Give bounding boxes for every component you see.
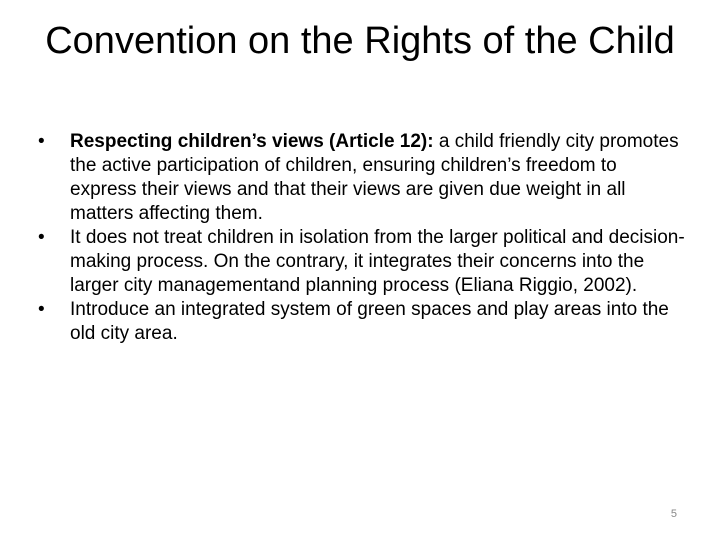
bullet-icon: • bbox=[38, 131, 45, 152]
page-number: 5 bbox=[670, 508, 677, 520]
bullet-item bbox=[36, 226, 686, 298]
bullet-list bbox=[36, 130, 686, 346]
bullet-bold-lead: Respecting children’s views (Article 12): bbox=[70, 131, 434, 152]
slide-title: Convention on the Rights of the Child bbox=[45, 20, 675, 62]
bullet-item bbox=[36, 298, 686, 346]
bullet-icon: • bbox=[38, 227, 45, 248]
bullet-icon: • bbox=[38, 299, 45, 320]
bullet-text: It does not treat children in isolation from the larger political and decision-making process. On the contrary, it integrates their concerns into the larger city managementand planning process (Eliana Riggio, 2002). bbox=[70, 227, 685, 296]
bullet-item bbox=[36, 130, 686, 226]
bullet-text: Introduce an integrated system of green spaces and play areas into the old city area. bbox=[70, 299, 669, 344]
bullet-text: a child friendly city promotes the active participation of children, ensuring children’s freedom to express their views and that their views are given due weight in all matters affecting them. bbox=[70, 131, 679, 224]
